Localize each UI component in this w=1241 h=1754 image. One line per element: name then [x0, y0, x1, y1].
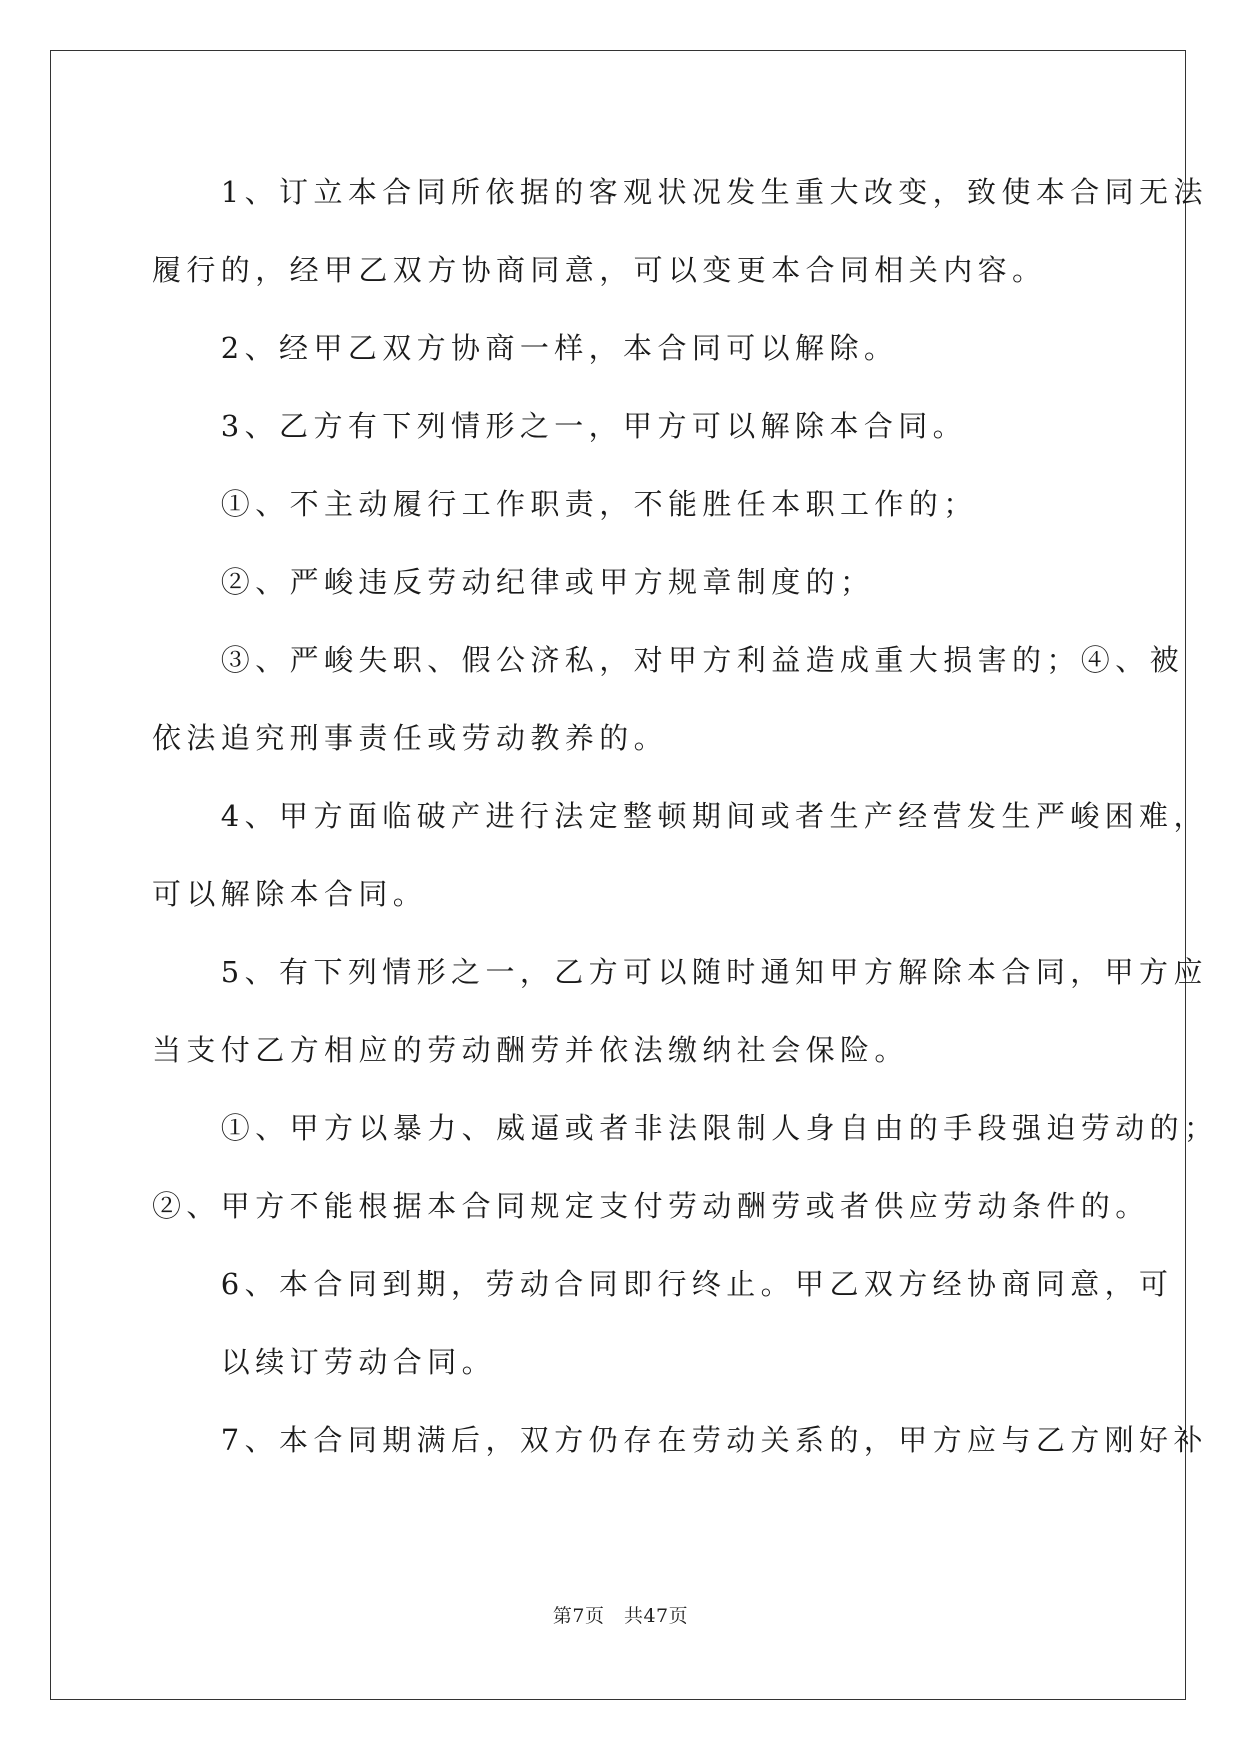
text-line: 6、本合同到期，劳动合同即行终止。甲乙双方经协商同意，可 [152, 1267, 1174, 1301]
text-line: ①、甲方以暴力、威逼或者非法限制人身自由的手段强迫劳动的； [152, 1111, 1219, 1145]
text-line: 7、本合同期满后，双方仍存在劳动关系的，甲方应与乙方刚好补 [152, 1423, 1208, 1457]
text-line: 1、订立本合同所依据的客观状况发生重大改变，致使本合同无法 [152, 175, 1208, 209]
text-line: 5、有下列情形之一，乙方可以随时通知甲方解除本合同，甲方应 [152, 955, 1208, 989]
text-line: 依法追究刑事责任或劳动教养的。 [152, 721, 669, 755]
text-line: ③、严峻失职、假公济私，对甲方利益造成重大损害的；④、被 [152, 643, 1185, 677]
text-line: 以续订劳动合同。 [152, 1345, 497, 1379]
text-line: ①、不主动履行工作职责，不能胜任本职工作的； [152, 487, 978, 521]
text-line: ②、甲方不能根据本合同规定支付劳动酬劳或者供应劳动条件的。 [152, 1189, 1150, 1223]
text-line: 可以解除本合同。 [152, 877, 428, 911]
text-line: 2、经甲乙双方协商一样，本合同可以解除。 [152, 331, 899, 365]
text-line: 当支付乙方相应的劳动酬劳并依法缴纳社会保险。 [152, 1033, 909, 1067]
page-number-footer: 第7页 共47页 [552, 1605, 689, 1627]
text-line: 履行的，经甲乙双方协商同意，可以变更本合同相关内容。 [152, 253, 1047, 287]
text-line: 4、甲方面临破产进行法定整顿期间或者生产经营发生严峻困难， [152, 799, 1208, 833]
text-line: 3、乙方有下列情形之一，甲方可以解除本合同。 [152, 409, 968, 443]
text-line: ②、严峻违反劳动纪律或甲方规章制度的； [152, 565, 875, 599]
